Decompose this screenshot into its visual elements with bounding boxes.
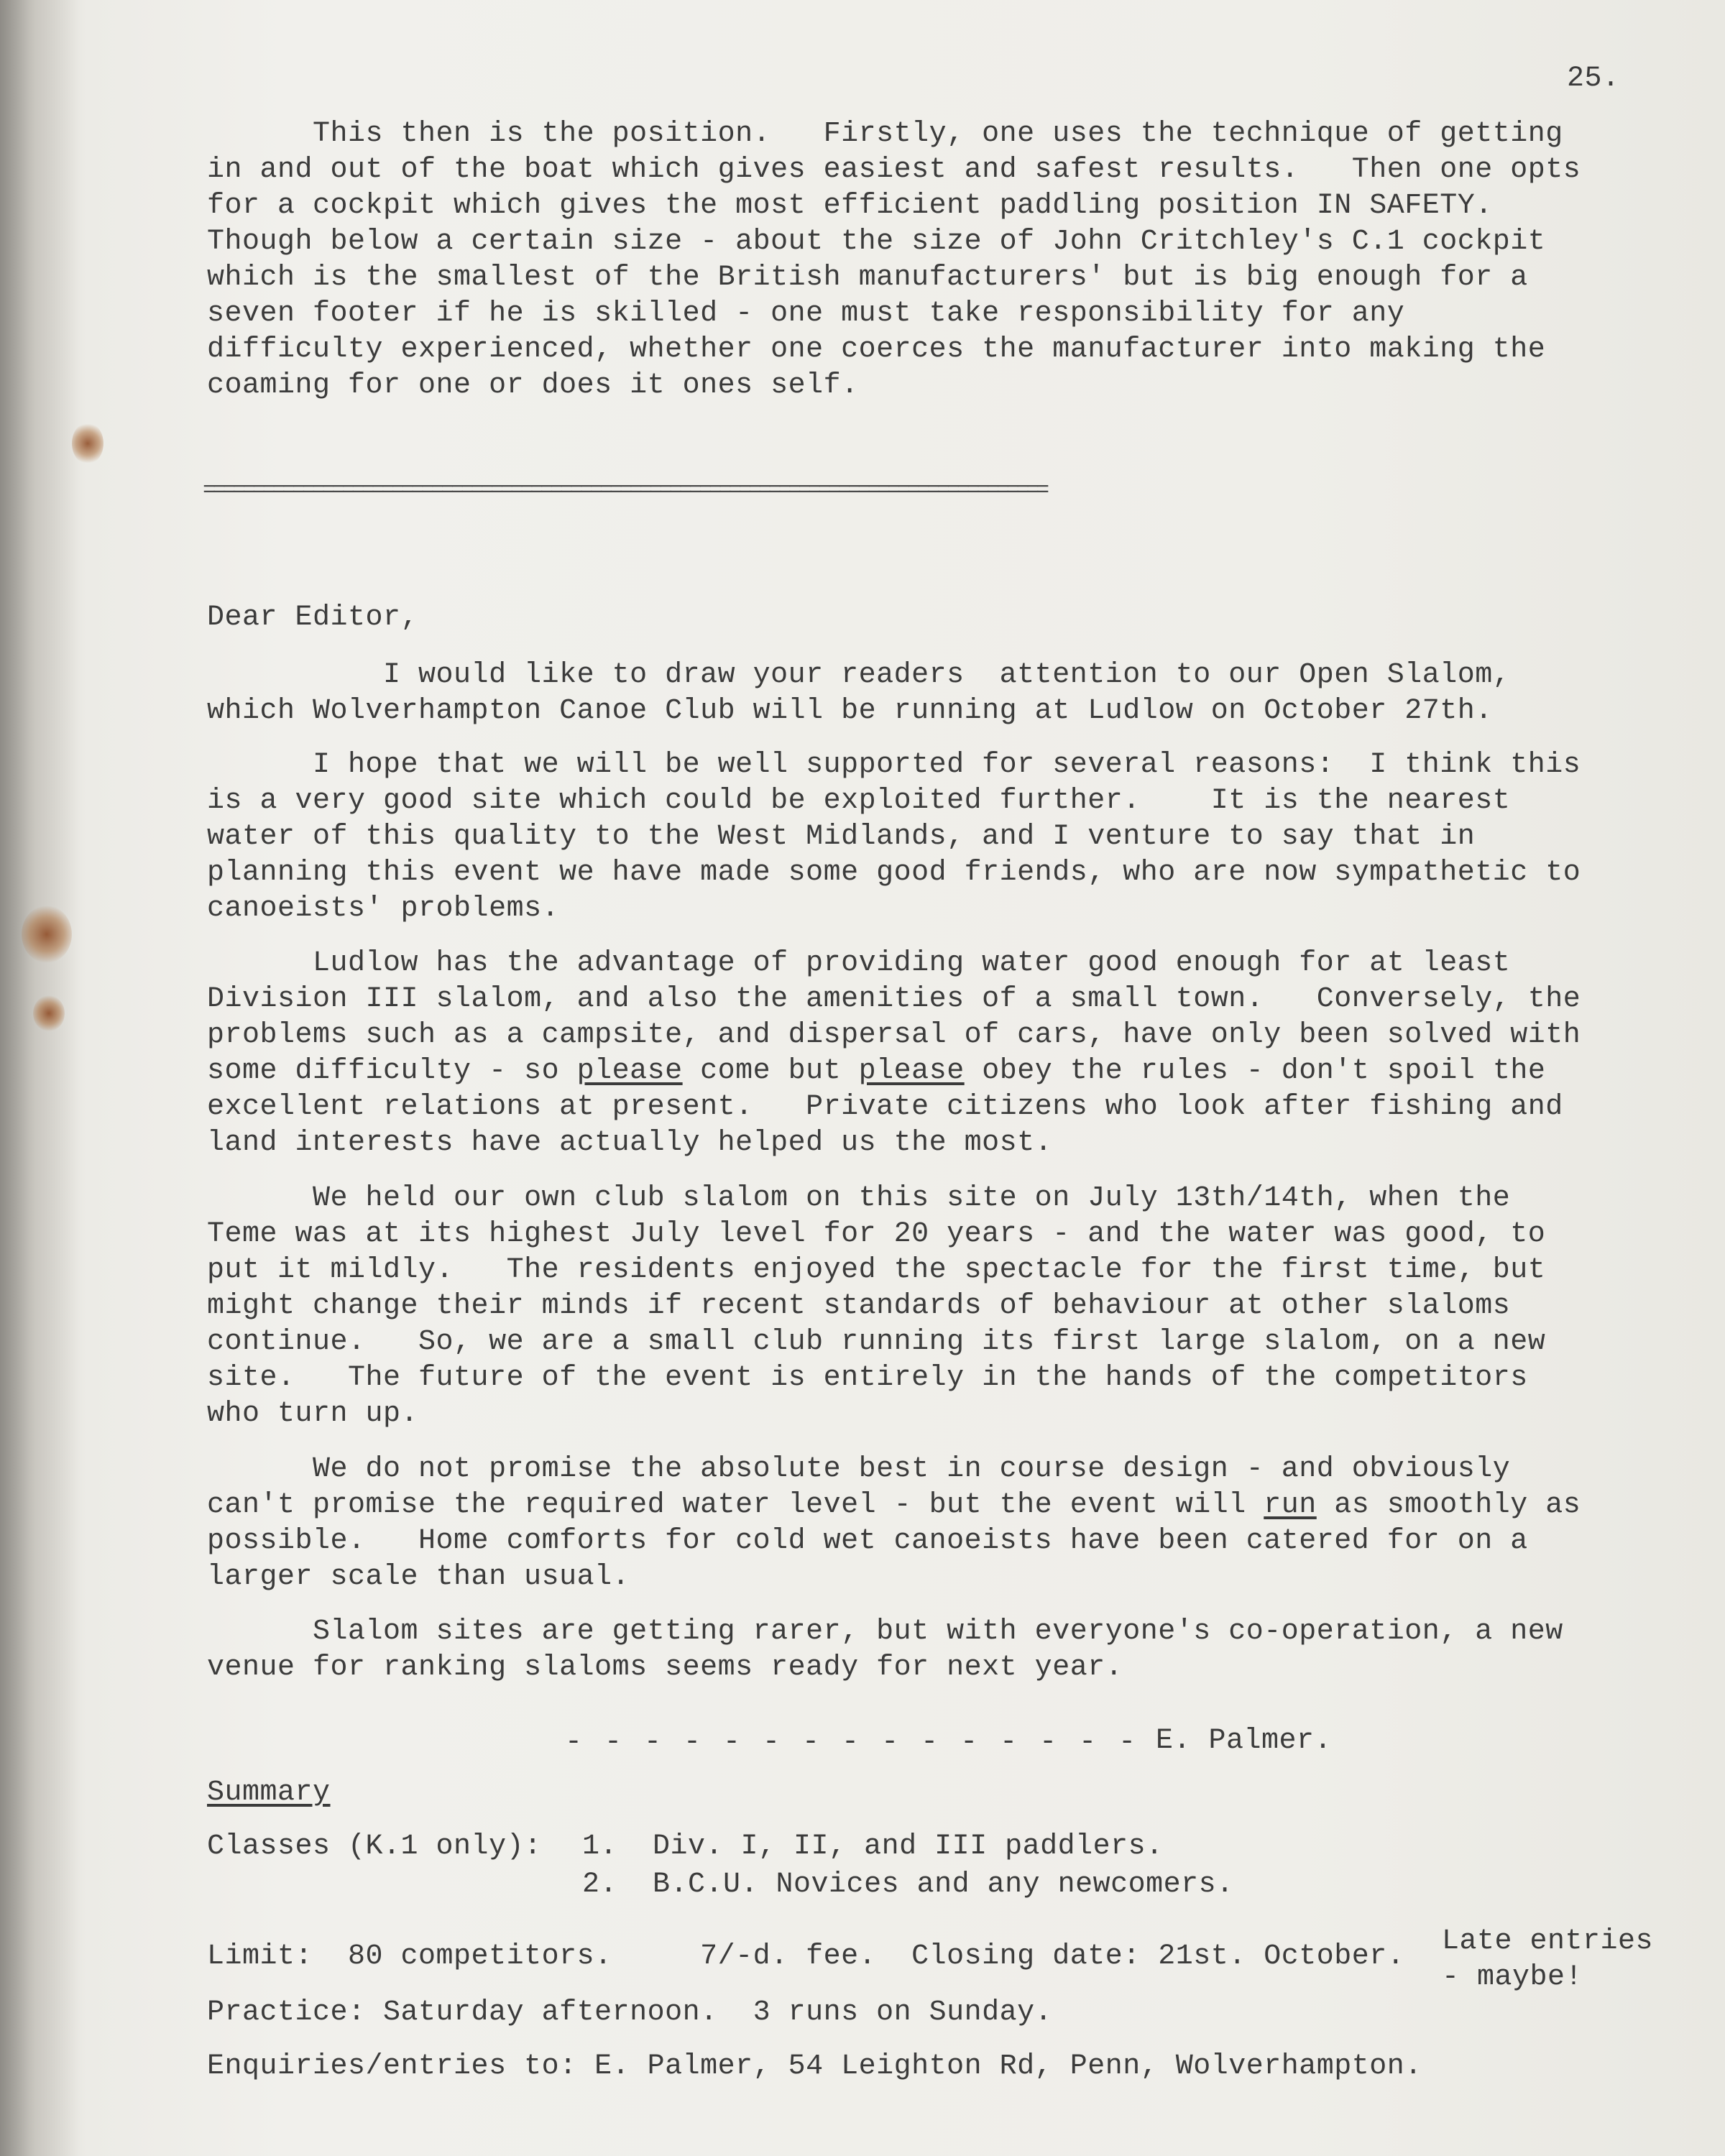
class-item: 2. B.C.U. Novices and any newcomers. (582, 1869, 1234, 1901)
rust-stain (72, 423, 104, 464)
letter-line: which Wolverhampton Canoe Club will be running at Ludlow on October 27th. (207, 695, 1493, 727)
late-entries-note: Late entries (1442, 1925, 1654, 1958)
page-number: 25. (1567, 63, 1620, 95)
practice-line: Practice: Saturday afternoon. 3 runs on Sunday. (207, 1996, 1053, 2029)
classes-label: Classes (K.1 only): (207, 1830, 542, 1863)
letter-line: canoeists' problems. (207, 893, 560, 925)
separator-rule: ===================================================================================== (203, 478, 1046, 503)
dash-line: - - - - - - - - - - - - - - - (565, 1726, 1138, 1759)
line-text: as smoothly as (1316, 1489, 1581, 1521)
letter-line: I would like to draw your readers attention to our Open Slalom, (207, 659, 1511, 691)
letter-line: site. The future of the event is entirely in the hands of the competitors (207, 1362, 1528, 1394)
binding-shadow (0, 0, 79, 2156)
letter-line: I hope that we will be well supported for several reasons: I think this (207, 749, 1581, 781)
letter-line: Division III slalom, and also the amenities of a small town. Conversely, the (207, 983, 1581, 1015)
letter-line: Ludlow has the advantage of providing water good enough for at least (207, 947, 1511, 980)
letter-line: possible. Home comforts for cold wet canoeists have been catered for on a (207, 1525, 1528, 1557)
letter-line: problems such as a campsite, and dispersal of cars, have only been solved with (207, 1019, 1581, 1051)
letter-line (207, 1054, 1545, 1089)
late-entries-note: - maybe! (1442, 1961, 1583, 1994)
letter-line: larger scale than usual. (207, 1561, 630, 1593)
summary-heading: Summary (207, 1777, 331, 1809)
underlined-please: please (576, 1055, 683, 1087)
salutation: Dear Editor, (207, 602, 419, 634)
underlined-run: run (1264, 1489, 1317, 1521)
letter-line: water of this quality to the West Midlands, and I venture to say that in (207, 821, 1476, 853)
letter-line: planning this event we have made some good friends, who are now sympathetic to (207, 857, 1581, 889)
limit-line: Limit: 80 competitors. 7/-d. fee. Closing date: 21st. October. (207, 1940, 1405, 1973)
line-text: some difficulty - so (207, 1055, 577, 1087)
letter-line: put it mildly. The residents enjoyed the spectacle for the first time, but (207, 1254, 1546, 1286)
signature: E. Palmer. (1156, 1725, 1333, 1757)
underlined-please: please (858, 1055, 965, 1087)
intro-line: This then is the position. Firstly, one uses the technique of getting (207, 118, 1563, 150)
letter-line: continue. So, we are a small club running its first large slalom, on a new (207, 1326, 1546, 1358)
letter-line: We do not promise the absolute best in course design - and obviously (207, 1453, 1511, 1485)
line-text: come but (682, 1055, 859, 1087)
intro-line: Though below a certain size - about the size of John Critchley's C.1 cockpit (207, 226, 1546, 258)
intro-line: seven footer if he is skilled - one must take responsibility for any (207, 298, 1405, 330)
line-text: obey the rules - don't spoil the (964, 1055, 1546, 1087)
letter-line: We held our own club slalom on this site on July 13th/14th, when the (207, 1182, 1511, 1215)
letter-line: Teme was at its highest July level for 20 years - and the water was good, to (207, 1218, 1546, 1250)
letter-line: who turn up. (207, 1398, 419, 1430)
letter-line: might change their minds if recent standards of behaviour at other slaloms (207, 1290, 1511, 1322)
enquiries-line: Enquiries/entries to: E. Palmer, 54 Leighton Rd, Penn, Wolverhampton. (207, 2050, 1422, 2083)
letter-line: is a very good site which could be exploited further. It is the nearest (207, 785, 1511, 817)
intro-line: in and out of the boat which gives easiest and safest results. Then one opts (207, 154, 1581, 186)
rust-stain (22, 906, 72, 963)
letter-line: Slalom sites are getting rarer, but with everyone's co-operation, a new (207, 1616, 1563, 1648)
rust-stain (33, 995, 65, 1031)
intro-line: difficulty experienced, whether one coerces the manufacturer into making the (207, 333, 1546, 366)
class-item: 1. Div. I, II, and III paddlers. (582, 1830, 1164, 1863)
letter-line: land interests have actually helped us the most. (207, 1127, 1053, 1159)
letter-line: excellent relations at present. Private citizens who look after fishing and (207, 1091, 1563, 1123)
intro-line: for a cockpit which gives the most efficient paddling position IN SAFETY. (207, 190, 1493, 222)
line-text: can't promise the required water level - but the event will (207, 1489, 1264, 1521)
letter-line: venue for ranking slaloms seems ready for next year. (207, 1651, 1123, 1684)
letter-line (207, 1488, 1581, 1524)
intro-line: which is the smallest of the British manufacturers' but is big enough for a (207, 262, 1528, 294)
intro-line: coaming for one or does it ones self. (207, 369, 859, 402)
